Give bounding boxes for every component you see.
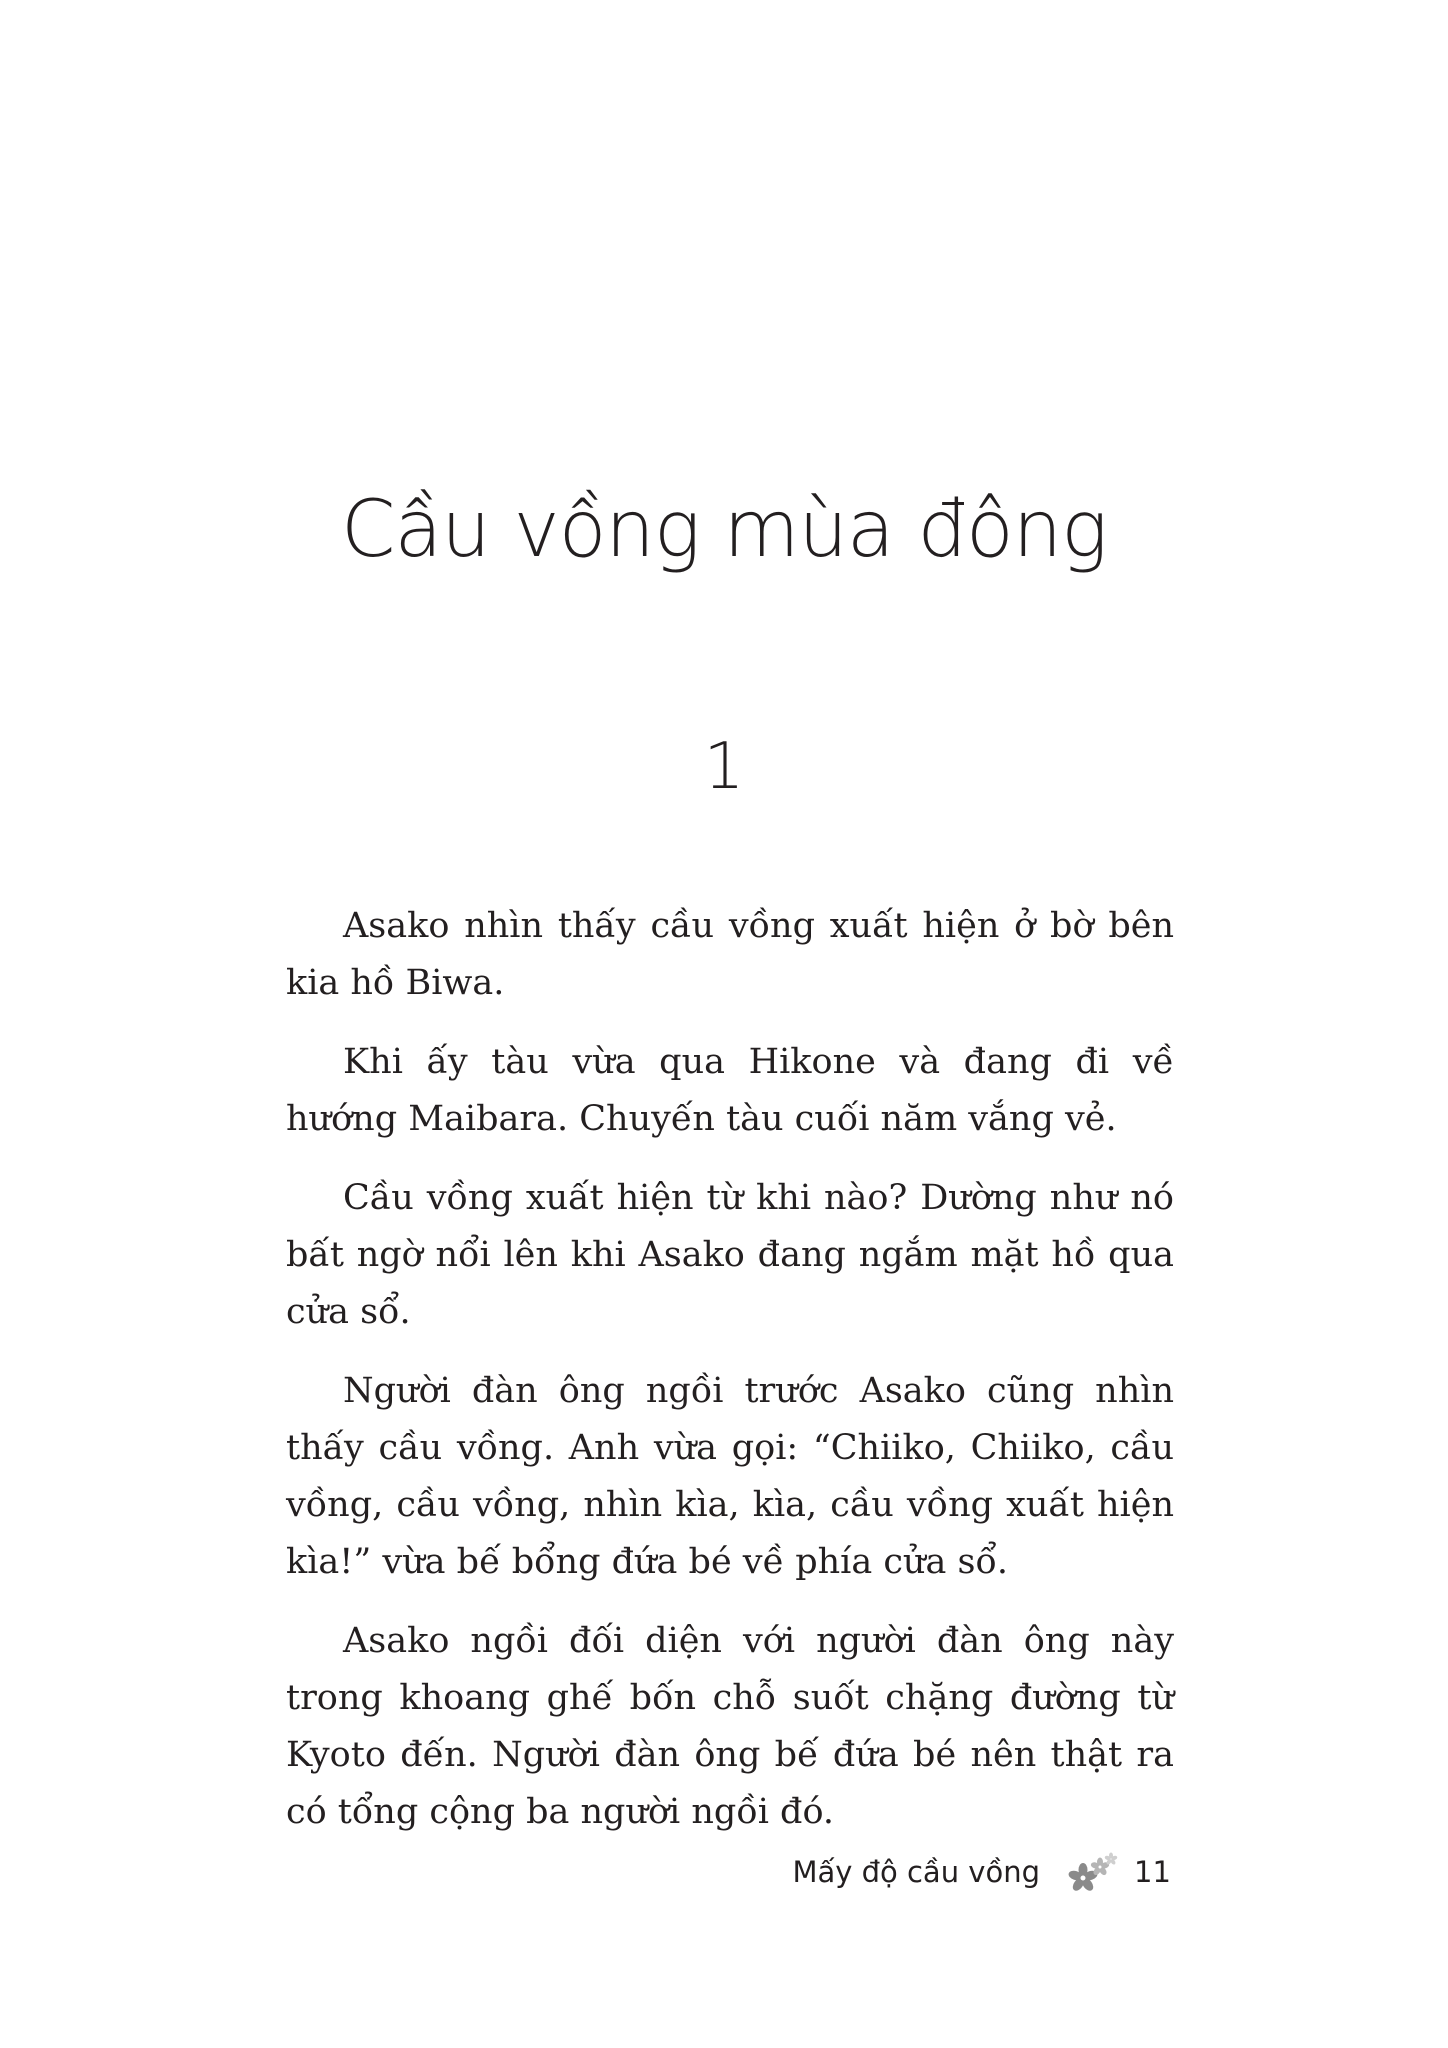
paragraph: Khi ấy tàu vừa qua Hikone và đang đi về hướng Maibara. Chuyến tàu cuối năm vắng vẻ. (286, 1042, 1174, 1139)
page-number: 11 (1134, 1855, 1171, 1889)
paragraph: Cầu vồng xuất hiện từ khi nào? Dường như nó bất ngờ nổi lên khi Asako đang ngắm mặt hồ qua cửa sổ. (286, 1178, 1174, 1332)
chapter-title: Cầu vồng mùa đông (341, 485, 1107, 575)
running-title: Mấy độ cầu vồng (792, 1855, 1040, 1889)
section-number: 1 (703, 730, 745, 804)
paragraph: Asako ngồi đối diện với người đàn ông này trong khoang ghế bốn chỗ suốt chặng đường từ Kyoto đến. Người đàn ông bế đứa bé nên thật ra có tổng cộng ba người ngồi đó. (286, 1621, 1174, 1832)
paragraph: Người đàn ông ngồi trước Asako cũng nhìn thấy cầu vồng. Anh vừa gọi: “Chiiko, Chiiko, cầu vồng, cầu vồng, nhìn kìa, kìa, cầu vồng xuất hiện kìa!” vừa bế bổng đứa bé về phía cửa sổ. (286, 1371, 1174, 1582)
body-text (286, 898, 1174, 1863)
page-footer (0, 1844, 1448, 1904)
paragraph: Asako nhìn thấy cầu vồng xuất hiện ở bờ bên kia hồ Biwa. (286, 906, 1174, 1003)
flower-ornament-icon (1066, 1850, 1118, 1896)
